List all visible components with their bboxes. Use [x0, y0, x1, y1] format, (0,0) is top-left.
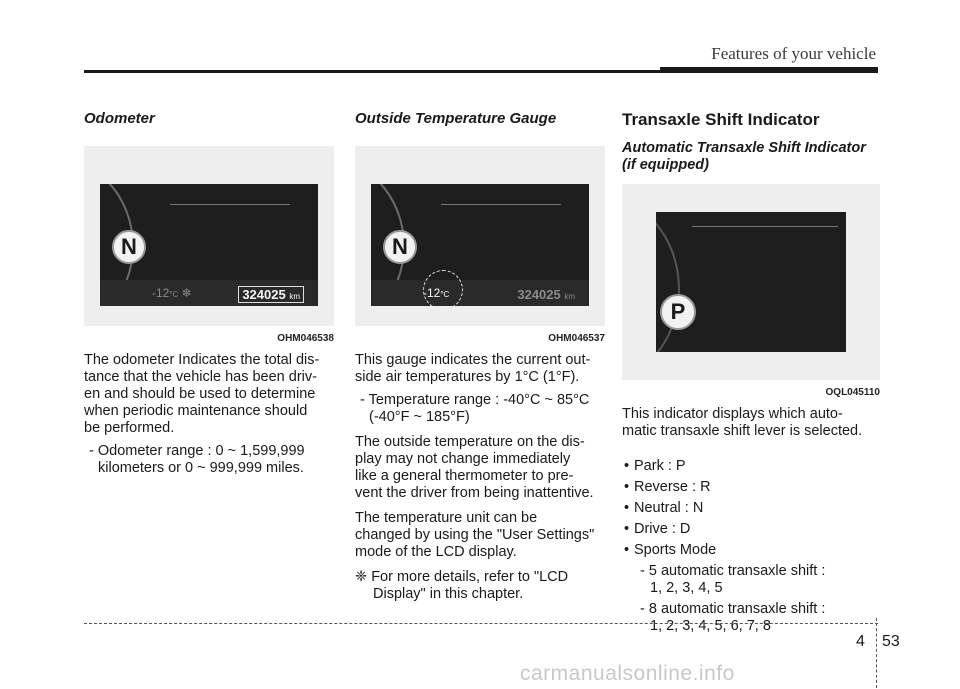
- odometer-readout: 324025 km: [517, 287, 575, 302]
- sport-mode-5speed-gears: 1, 2, 3, 4, 5: [650, 580, 723, 596]
- watermark: carmanualsonline.info: [520, 662, 735, 685]
- sport-mode-5speed: - 5 automatic transaxle shift :: [640, 563, 826, 579]
- chapter-number: 4: [856, 633, 865, 650]
- gear-indicator: P: [660, 294, 696, 330]
- temperature-readout: -12°C ❄: [152, 286, 192, 300]
- odometer-section: [84, 110, 334, 477]
- note-icon: ❈: [355, 569, 368, 585]
- odometer-figure: [84, 146, 334, 344]
- odometer-range: - Odometer range : 0 ~ 1,599,999 kilometers or 0 ~ 999,999 miles.: [89, 443, 305, 476]
- header-rule-accent: [660, 67, 878, 73]
- transaxle-intro: This indicator displays which auto- matic transaxle shift lever is selected.: [622, 406, 863, 439]
- display-divider: [692, 226, 838, 227]
- cluster-display: [656, 212, 846, 352]
- temperature-figure: [355, 146, 605, 344]
- page-number: 53: [882, 633, 900, 650]
- temperature-paragraph-3: The temperature unit can be changed by using the "User Settings" mode of the LCD display.: [355, 510, 595, 560]
- figure-code: OHM046538: [277, 333, 334, 344]
- list-item: • Reverse : R: [622, 479, 880, 496]
- cluster-display: [100, 184, 318, 306]
- cluster-display: [371, 184, 589, 306]
- gauge-arc: [656, 212, 680, 352]
- list-item: • Sports Mode: [622, 542, 880, 559]
- temperature-note: ❈ For more details, refer to "LCD Display" in this chapter.: [355, 569, 569, 602]
- gear-list: [622, 458, 880, 559]
- transaxle-subtitle: Automatic Transaxle Shift Indicator (if equipped): [622, 140, 866, 173]
- temperature-readout: -12°C: [423, 286, 450, 300]
- temperature-section: [355, 110, 605, 603]
- display-divider: [170, 204, 290, 205]
- list-item: • Drive : D: [622, 521, 880, 538]
- odometer-readout: 324025 km: [238, 287, 304, 302]
- list-item: • Park : P: [622, 458, 880, 475]
- figure-code: OHM046537: [548, 333, 605, 344]
- temperature-paragraph-1: This gauge indicates the current out- side air temperatures by 1°C (1°F).: [355, 352, 591, 385]
- sport-mode-8speed: - 8 automatic transaxle shift :: [640, 601, 826, 617]
- transaxle-title: Transaxle Shift Indicator: [622, 110, 820, 129]
- temperature-range: - Temperature range : -40°C ~ 85°C (-40°F ~ 185°F): [360, 392, 590, 425]
- footer-divider: [876, 618, 877, 688]
- display-divider: [441, 204, 561, 205]
- snow-icon: ❄: [181, 286, 192, 300]
- temperature-paragraph-2: The outside temperature on the dis- play may not change immediately like a general thermometer to pre- vent the driver from being inattentive.: [355, 434, 594, 501]
- transaxle-section: [622, 110, 880, 639]
- display-bottom-bar: [100, 280, 318, 306]
- footer-rule: [84, 623, 878, 624]
- odometer-title: Odometer: [84, 110, 155, 127]
- odometer-paragraph: The odometer Indicates the total dis- tance that the vehicle has been driv- en and should be used to determine when periodic maintenance should be performed.: [84, 352, 320, 436]
- gear-indicator: N: [112, 230, 146, 264]
- temperature-title: Outside Temperature Gauge: [355, 110, 557, 127]
- transaxle-figure: [622, 184, 880, 398]
- gear-indicator: N: [383, 230, 417, 264]
- sport-mode-8speed-gears: 1, 2, 3, 4, 5, 6, 7, 8: [650, 618, 771, 634]
- display-bottom-bar: [371, 280, 589, 306]
- header-title: Features of your vehicle: [711, 44, 876, 63]
- figure-code: OQL045110: [825, 387, 880, 398]
- list-item: • Neutral : N: [622, 500, 880, 517]
